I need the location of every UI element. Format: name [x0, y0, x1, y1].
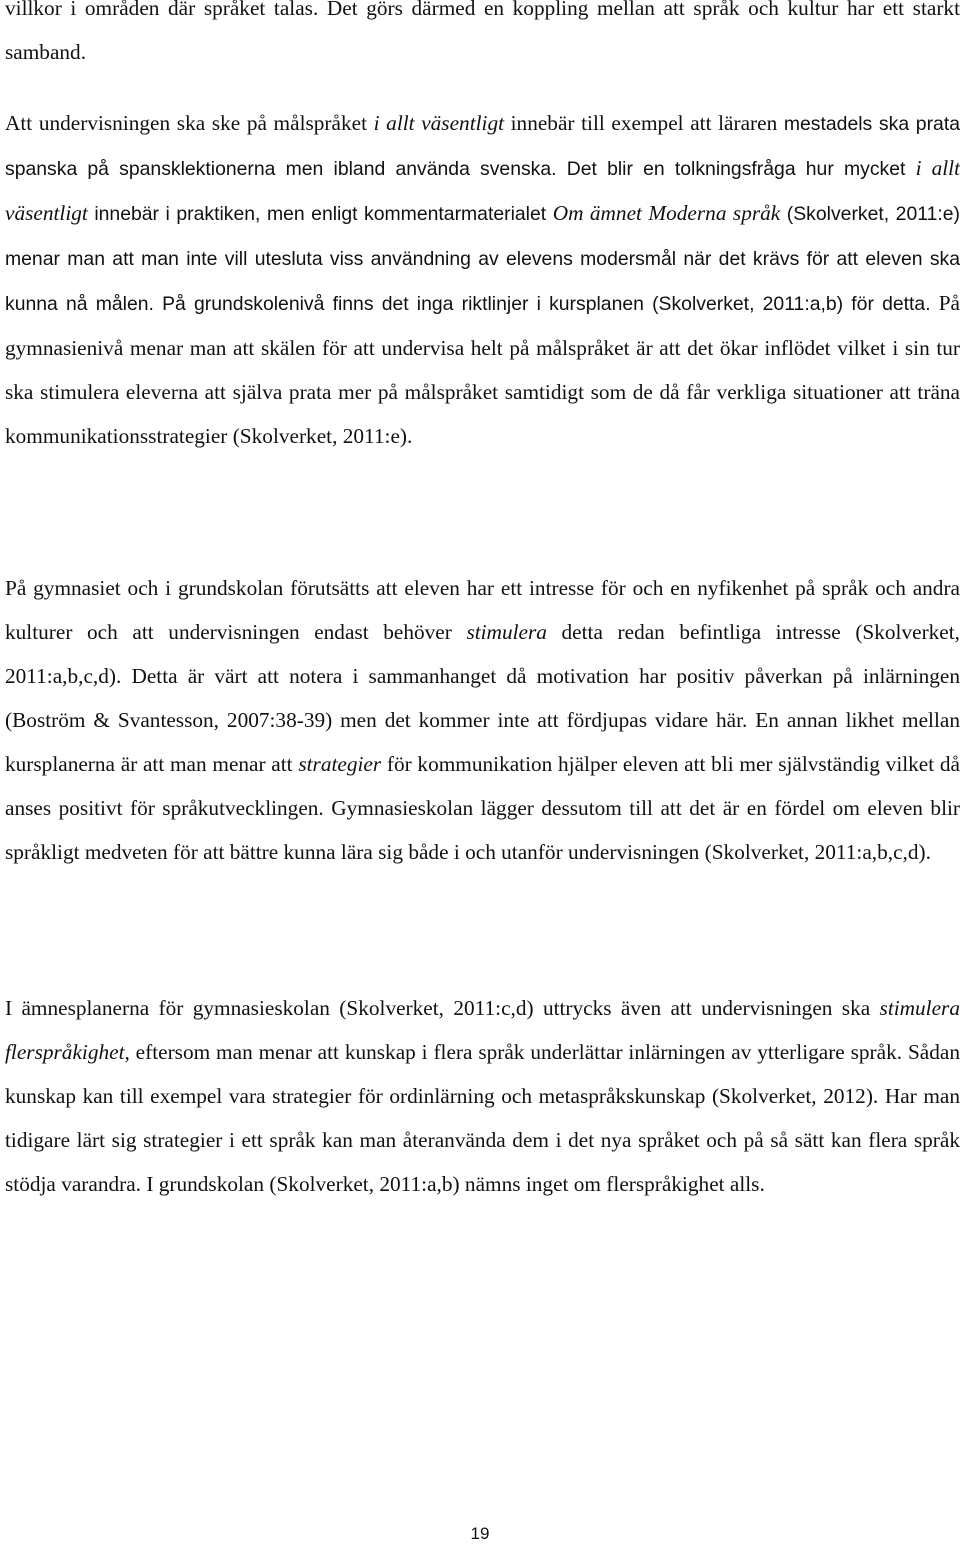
text-run: för kommunikation hjälper eleven att bli mer självständig vilket då anses positivt för språkutvecklingen. Gymnasieskolan lägger dessutom till att det är en fördel om eleven blir språkligt medveten för att bättre kunna lära sig både i och utanför undervisningen (Skolverket, 2011:a,b,c,d).	[5, 752, 960, 864]
text-run: innebär i praktiken, men enligt kommentarmaterialet	[87, 203, 553, 225]
text-run: (Skolverket, 2011:e) menar man att man inte vill utesluta viss användning av elevens modersmål när det krävs för att eleven ska kunna nå målen. På grundskolenivå finns det inga riktlinjer i kursplanen (Skolverket, 2011:a,b) för detta.	[5, 203, 960, 315]
page-number: 19	[470, 1524, 490, 1543]
text-run: På gymnasiet och i grundskolan förutsätts att eleven har ett intresse för och en nyfikenhet på språk och andra kulturer och att undervisningen endast behöver	[5, 576, 960, 644]
text-run: innebär till exempel att läraren	[504, 111, 784, 135]
text-run: mestadels ska prata spanska på spansklektionerna men ibland använda svenska.	[5, 113, 960, 180]
text-run-italic: Om ämnet Moderna språk	[552, 201, 781, 225]
text-run: villkor i områden där språket talas. Det görs därmed en koppling mellan att språk och kultur har ett starkt samband.	[5, 0, 960, 64]
text-run-italic: strategier	[298, 752, 382, 776]
text-run-italic: stimulera flerspråkighet,	[5, 996, 960, 1064]
text-run-italic: i allt väsentligt	[373, 111, 505, 135]
text-run: Att undervisningen ska ske på målspråket	[5, 111, 374, 135]
text-run: I ämnesplanerna för gymnasieskolan (Skolverket, 2011:c,d) uttrycks även att undervisningen ska	[5, 996, 880, 1020]
paragraph-motivation	[5, 566, 960, 874]
text-run: detta redan befintliga intresse (Skolverket, 2011:a,b,c,d). Detta är värt att notera i sammanhanget då motivation har positiv påverkan på inlärningen (Boström & Svantesson, 2007:38-39) men det kommer inte att fördjupas vidare här. En annan likhet mellan kursplanerna är att man menar att	[5, 620, 960, 776]
text-run: Det blir en tolkningsfråga hur mycket	[556, 158, 916, 180]
text-run: eftersom man menar att kunskap i flera språk underlättar inlärningen av ytterligare språk. Sådan kunskap kan till exempel vara strategier för ordinlärning och metaspråkskunskap (Skolverket, 2012). Har man tidigare lärt sig strategier i ett språk kan man återanvända dem i det nya språket och på så sätt kan flera språk stödja varandra. I grundskolan (Skolverket, 2011:a,b) nämns inget om flerspråkighet alls.	[5, 1040, 960, 1196]
text-run: På gymnasienivå menar man att skälen för att undervisa helt på målspråket är att det ökar inflödet vilket i sin tur ska stimulera eleverna att själva prata mer på målspråket samtidigt som de då får verkliga situationer att träna kommunikationsstrategier (Skolverket, 2011:e).	[5, 291, 960, 448]
paragraph-continued	[5, 0, 960, 74]
text-run-italic: i allt väsentligt	[5, 156, 960, 225]
paragraph-target-language	[5, 101, 960, 458]
text-run-italic: stimulera	[466, 620, 547, 644]
paragraph-multilingualism	[5, 986, 960, 1206]
